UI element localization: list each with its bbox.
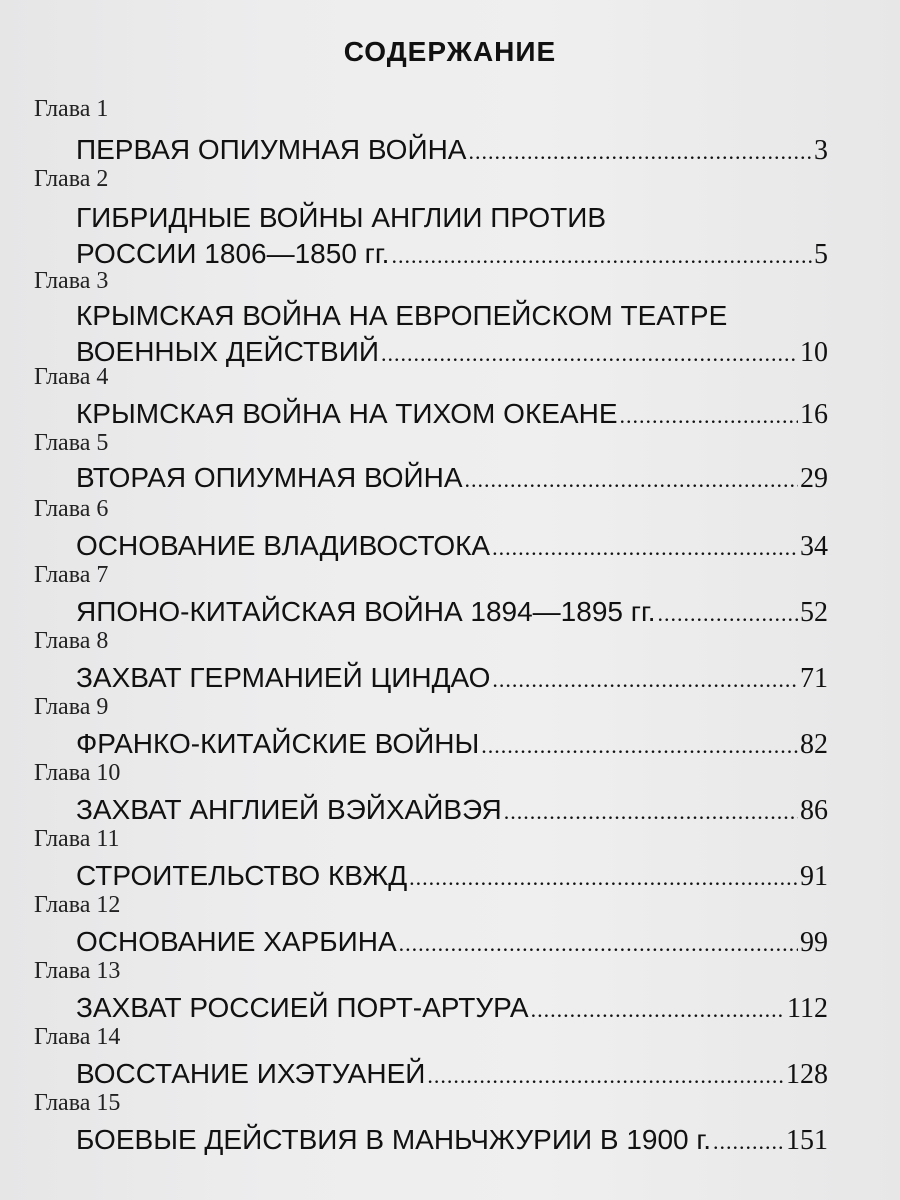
toc-entry[interactable] — [76, 792, 828, 830]
toc-entry[interactable] — [76, 594, 828, 632]
toc-entry[interactable] — [76, 990, 828, 1028]
toc-entry-title: КРЫМСКАЯ ВОЙНА НА ТИХОМ ОКЕАНЕ — [76, 398, 618, 429]
dot-leader — [468, 134, 812, 170]
chapter-label: Глава 9 — [34, 694, 109, 720]
toc-entry-title: ВТОРАЯ ОПИУМНАЯ ВОЙНА — [76, 462, 463, 493]
chapter-label: Глава 7 — [34, 562, 109, 588]
chapter-label: Глава 2 — [34, 166, 109, 192]
toc-entry-title: ЗАХВАТ АНГЛИЕЙ ВЭЙХАЙВЭЯ — [76, 794, 502, 825]
toc-page-number: 71 — [800, 663, 828, 694]
toc-page-number: 5 — [814, 239, 828, 270]
chapter-label: Глава 12 — [34, 892, 121, 918]
dot-leader — [399, 926, 798, 962]
dot-leader — [531, 992, 785, 1028]
chapter-label: Глава 15 — [34, 1090, 121, 1116]
toc-entry-title: СТРОИТЕЛЬСТВО КВЖД — [76, 860, 408, 891]
toc-entry[interactable] — [76, 1056, 828, 1094]
dot-leader — [492, 662, 798, 698]
dot-leader — [465, 462, 799, 498]
chapter-label: Глава 8 — [34, 628, 109, 654]
toc-entry-title: ЗАХВАТ РОССИЕЙ ПОРТ-АРТУРА — [76, 992, 529, 1023]
toc-page-number: 34 — [800, 531, 828, 562]
chapter-label: Глава 1 — [34, 96, 109, 122]
dot-leader — [504, 794, 798, 830]
toc-page-number: 151 — [786, 1125, 828, 1156]
toc-page-number: 91 — [800, 861, 828, 892]
toc-entry[interactable] — [76, 858, 828, 896]
toc-entry-title: БОЕВЫЕ ДЕЙСТВИЯ В МАНЬЧЖУРИИ В 1900 г. — [76, 1124, 711, 1155]
chapter-label: Глава 10 — [34, 760, 121, 786]
toc-entry[interactable] — [76, 298, 828, 372]
toc-page-number: 29 — [800, 463, 828, 494]
chapter-label: Глава 6 — [34, 496, 109, 522]
toc-page-number: 82 — [800, 729, 828, 760]
dot-leader — [381, 336, 798, 372]
toc-page-number: 112 — [787, 993, 828, 1024]
chapter-label: Глава 13 — [34, 958, 121, 984]
toc-entry-title: ЯПОНО-КИТАЙСКАЯ ВОЙНА 1894—1895 гг. — [76, 596, 656, 627]
toc-page-number: 10 — [800, 337, 828, 368]
page-title: СОДЕРЖАНИЕ — [343, 36, 557, 67]
toc-entry[interactable] — [76, 132, 828, 170]
toc-entry[interactable] — [76, 1122, 828, 1160]
toc-entry[interactable] — [76, 726, 828, 764]
dot-leader — [481, 728, 798, 764]
toc-entry[interactable] — [76, 200, 828, 274]
toc-entry[interactable] — [76, 396, 828, 434]
toc-entry-title: ВОЕННЫХ ДЕЙСТВИЙ — [76, 336, 379, 367]
dot-leader — [492, 530, 798, 566]
toc-entry[interactable] — [76, 660, 828, 698]
toc-entry[interactable] — [76, 528, 828, 566]
toc-entry-title-line1: КРЫМСКАЯ ВОЙНА НА ЕВРОПЕЙСКОМ ТЕАТРЕ — [76, 300, 728, 331]
toc-entry-title: ВОССТАНИЕ ИХЭТУАНЕЙ — [76, 1058, 426, 1089]
dot-leader — [409, 860, 798, 896]
chapter-label: Глава 4 — [34, 364, 109, 390]
chapter-label: Глава 3 — [34, 268, 109, 294]
toc-entry-title: ПЕРВАЯ ОПИУМНАЯ ВОЙНА — [76, 134, 467, 165]
toc-page-number: 86 — [800, 795, 828, 826]
dot-leader — [391, 238, 812, 274]
toc-page-number: 16 — [800, 399, 828, 430]
toc-entry-title: ФРАНКО-КИТАЙСКИЕ ВОЙНЫ — [76, 728, 480, 759]
dot-leader — [658, 596, 798, 632]
chapter-label: Глава 11 — [34, 826, 120, 852]
toc-entry[interactable] — [76, 460, 828, 498]
toc-entry-title-line1: ГИБРИДНЫЕ ВОЙНЫ АНГЛИИ ПРОТИВ — [76, 202, 607, 233]
toc-entry[interactable] — [76, 924, 828, 962]
toc-entry-title: ОСНОВАНИЕ ХАРБИНА — [76, 926, 397, 957]
toc-entry-title: РОССИИ 1806—1850 гг. — [76, 238, 390, 269]
dot-leader — [620, 398, 798, 434]
toc-entry-title: ОСНОВАНИЕ ВЛАДИВОСТОКА — [76, 530, 491, 561]
toc-entry-title: ЗАХВАТ ГЕРМАНИЕЙ ЦИНДАО — [76, 662, 491, 693]
toc-page-number: 99 — [800, 927, 828, 958]
toc-page-number: 128 — [786, 1059, 828, 1090]
toc-page-number: 52 — [800, 597, 828, 628]
chapter-label: Глава 5 — [34, 430, 109, 456]
toc-page-number: 3 — [814, 135, 828, 166]
dot-leader — [427, 1058, 784, 1094]
chapter-label: Глава 14 — [34, 1024, 121, 1050]
dot-leader — [713, 1124, 784, 1160]
